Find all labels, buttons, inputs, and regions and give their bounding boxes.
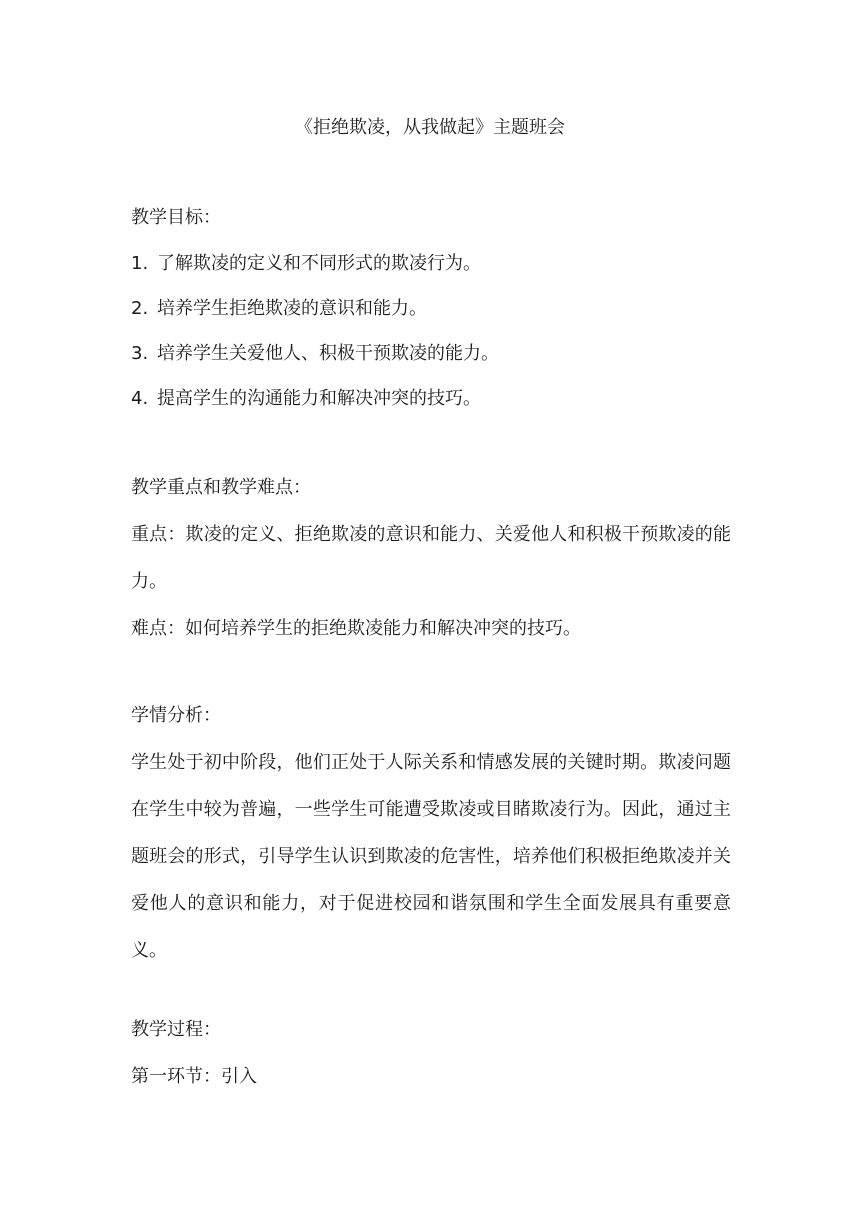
analysis-heading: 学情分析：	[131, 705, 221, 726]
process-heading: 教学过程：	[131, 1019, 221, 1040]
list-item-number: 3.	[131, 343, 149, 364]
process-section	[131, 1006, 731, 1100]
analysis-text: 学生处于初中阶段，他们正处于人际关系和情感发展的关键时期。欺凌问题在学生中较为普遍，一些学生可能遭受欺凌或目睹欺凌行为。因此，通过主题班会的形式，引导学生认识到欺凌的危害性，培养他们积极拒绝欺凌并关爱他人的意识和能力，对于促进校园和谐氛围和学生全面发展具有重要意义。	[131, 752, 731, 961]
objectives-section	[131, 194, 731, 421]
process-step-1: 第一环节：引入	[131, 1066, 257, 1087]
document-title: 《拒绝欺凌，从我做起》主题班会	[295, 117, 565, 138]
list-item-number: 4.	[131, 388, 149, 409]
list-item-text: 提高学生的沟通能力和解决冲突的技巧。	[157, 388, 481, 409]
key-points-heading: 教学重点和教学难点：	[131, 477, 311, 498]
list-item-text: 培养学生关爱他人、积极干预欺凌的能力。	[157, 343, 499, 364]
analysis-section	[131, 692, 731, 974]
list-item-number: 2.	[131, 298, 149, 319]
list-item	[131, 376, 731, 421]
list-item	[131, 286, 731, 331]
key-points-section	[131, 464, 731, 652]
key-point-text: 重点：欺凌的定义、拒绝欺凌的意识和能力、关爱他人和积极干预欺凌的能力。	[131, 524, 731, 592]
difficulty-text: 难点：如何培养学生的拒绝欺凌能力和解决冲突的技巧。	[131, 618, 581, 639]
list-item	[131, 331, 731, 376]
objectives-heading: 教学目标：	[131, 207, 221, 228]
list-item-text: 了解欺凌的定义和不同形式的欺凌行为。	[157, 253, 481, 274]
list-item-number: 1.	[131, 253, 149, 274]
objectives-list	[131, 241, 731, 421]
list-item	[131, 241, 731, 286]
list-item-text: 培养学生拒绝欺凌的意识和能力。	[157, 298, 427, 319]
